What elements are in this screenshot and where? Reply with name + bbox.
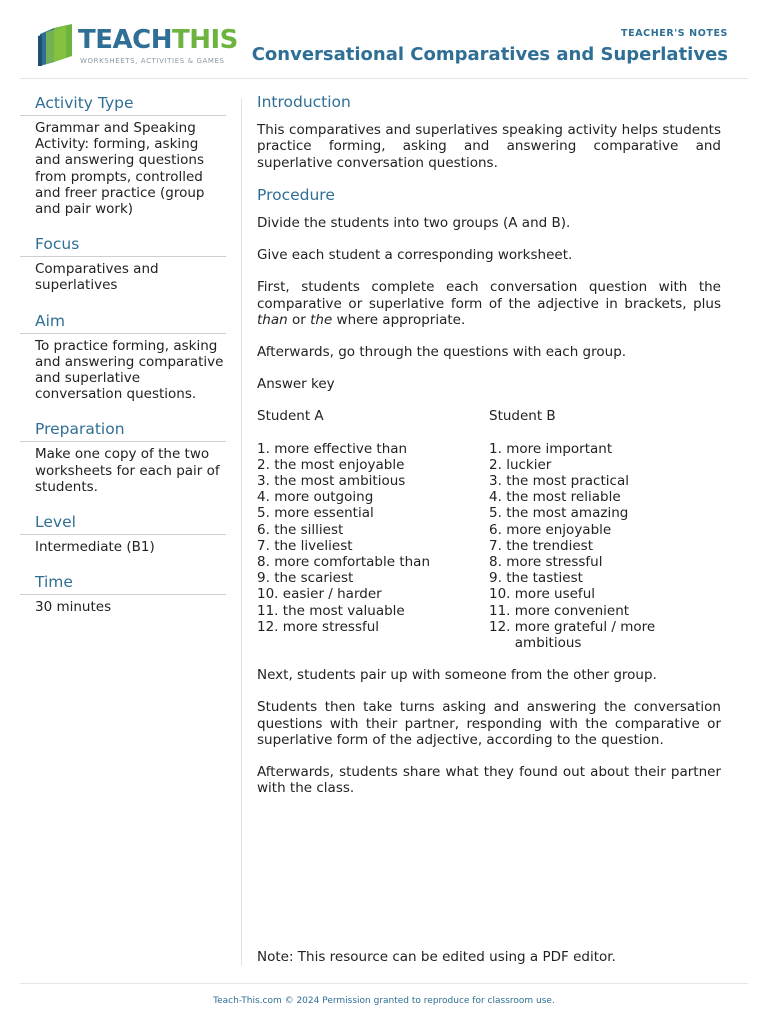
answer-key xyxy=(257,408,721,651)
answer-number: 4. xyxy=(489,489,502,506)
answer-number: 2. xyxy=(489,456,502,473)
answer-number: 6. xyxy=(489,521,502,538)
answer-item xyxy=(489,603,721,619)
answer-item xyxy=(257,603,489,619)
activity-type-text: Grammar and Speaking Activity: forming, asking and answering questions from prompts, controlled and freer practice (group and pair work) xyxy=(35,120,205,218)
answer-text: more comfortable than xyxy=(274,554,431,571)
answer-text: more useful xyxy=(514,586,595,603)
answer-item xyxy=(489,538,721,554)
activity-type-section xyxy=(20,94,226,217)
answer-item xyxy=(257,554,489,570)
logo-tagline: WORKSHEETS, ACTIVITIES & GAMES xyxy=(80,57,225,65)
answer-text: the tastiest xyxy=(506,570,583,587)
answer-text: the trendiest xyxy=(506,537,593,554)
answer-item xyxy=(489,619,721,651)
answer-item xyxy=(257,473,489,489)
answer-number: 12. xyxy=(257,618,279,635)
aim-section xyxy=(20,312,226,403)
procedure-step-1: Divide the students into two groups (A and B). xyxy=(257,215,571,232)
answer-number: 1. xyxy=(257,440,270,457)
answer-text: more grateful / more ambitious xyxy=(514,618,656,652)
answer-item xyxy=(489,441,721,457)
answer-text: the liveliest xyxy=(274,537,353,554)
footer-divider xyxy=(20,983,748,984)
logo-wordmark xyxy=(78,26,238,54)
answer-number: 3. xyxy=(257,473,270,490)
answer-item xyxy=(489,522,721,538)
student-b-answers xyxy=(489,441,721,652)
answer-item xyxy=(257,489,489,505)
answer-key-label: Answer key xyxy=(257,376,335,393)
activity-type-heading: Activity Type xyxy=(20,94,226,116)
answer-item xyxy=(257,570,489,586)
preparation-text: Make one copy of the two worksheets for each pair of students. xyxy=(35,446,220,495)
answer-number: 9. xyxy=(489,570,502,587)
time-heading: Time xyxy=(20,573,226,595)
answer-text: the scariest xyxy=(274,570,354,587)
answer-number: 7. xyxy=(489,537,502,554)
introduction-heading: Introduction xyxy=(257,93,351,111)
answer-text: the most amazing xyxy=(506,505,629,522)
answer-text: more important xyxy=(506,440,613,457)
answer-text: the most enjoyable xyxy=(274,456,405,473)
procedure-step-4: Afterwards, go through the questions with each group. xyxy=(257,344,627,361)
logo-teach: TEACH xyxy=(78,25,172,55)
level-text: Intermediate (B1) xyxy=(35,539,155,556)
answer-text: more enjoyable xyxy=(506,521,612,538)
time-text: 30 minutes xyxy=(35,599,112,616)
introduction-text: This comparatives and superlatives speaking activity helps students practice forming, asking and answering comparative and superlative conversation questions. xyxy=(257,122,721,171)
procedure-step-3 xyxy=(257,279,721,328)
answer-text: more convenient xyxy=(514,602,630,619)
page-header xyxy=(20,18,748,79)
main-content xyxy=(257,94,721,813)
answer-item xyxy=(257,441,489,457)
answer-number: 8. xyxy=(257,554,270,571)
answer-text: the most valuable xyxy=(282,602,405,619)
procedure-step-5: Next, students pair up with someone from the other group. xyxy=(257,667,657,684)
answer-item xyxy=(257,522,489,538)
aim-text: To practice forming, asking and answering comparative and superlative conversation questions. xyxy=(35,337,224,403)
step-3-text-b: where appropriate. xyxy=(332,311,466,328)
answer-number: 3. xyxy=(489,473,502,490)
answer-text: the most practical xyxy=(506,473,629,490)
step-3-text-a: First, students complete each conversation question with the comparative or superlative form of the adjective in brackets, plus xyxy=(257,279,721,312)
column-divider xyxy=(241,98,242,966)
procedure-step-7: Afterwards, students share what they found out about their partner with the class. xyxy=(257,764,721,797)
answer-number: 10. xyxy=(257,586,279,603)
answer-text: the most ambitious xyxy=(274,473,406,490)
student-b-column xyxy=(489,408,721,651)
preparation-section xyxy=(20,420,226,495)
answer-number: 2. xyxy=(257,456,270,473)
answer-number: 12. xyxy=(489,618,511,635)
answer-number: 1. xyxy=(489,440,502,457)
answer-item xyxy=(489,586,721,602)
answer-text: more stressful xyxy=(506,554,603,571)
answer-item xyxy=(489,473,721,489)
answer-text: luckier xyxy=(506,456,552,473)
answer-item xyxy=(489,505,721,521)
answer-item xyxy=(257,619,489,635)
student-a-label: Student A xyxy=(257,408,324,425)
section-label: TEACHER'S NOTES xyxy=(621,28,728,39)
procedure-heading: Procedure xyxy=(257,185,335,204)
preparation-heading: Preparation xyxy=(20,420,226,442)
answer-item xyxy=(489,554,721,570)
page-title: Conversational Comparatives and Superlatives xyxy=(251,44,728,65)
procedure-step-2: Give each student a corresponding worksheet. xyxy=(257,247,573,264)
step-3-than: than xyxy=(257,311,288,328)
focus-heading: Focus xyxy=(20,235,226,257)
footer: Teach-This.com © 2024 Permission granted to reproduce for classroom use. xyxy=(213,996,555,1006)
answer-number: 4. xyxy=(257,489,270,506)
step-3-the: the xyxy=(310,311,333,328)
focus-section xyxy=(20,235,226,293)
answer-item xyxy=(489,570,721,586)
student-a-column xyxy=(257,408,489,651)
answer-text: more effective than xyxy=(274,440,408,457)
student-a-answers xyxy=(257,441,489,635)
procedure-step-6: Students then take turns asking and answering the conversation questions with their partner, responding with the comparative or superlative form of the adjective, according to the question. xyxy=(257,699,721,748)
answer-item xyxy=(257,586,489,602)
sidebar xyxy=(20,94,226,633)
answer-text: the most reliable xyxy=(506,489,621,506)
answer-number: 8. xyxy=(489,554,502,571)
teach-this-logo xyxy=(36,22,236,70)
focus-text: Comparatives and superlatives xyxy=(35,261,159,294)
answer-number: 10. xyxy=(489,586,511,603)
editing-note: Note: This resource can be edited using a PDF editor. xyxy=(257,949,616,965)
answer-number: 9. xyxy=(257,570,270,587)
time-section xyxy=(20,573,226,615)
answer-item xyxy=(489,489,721,505)
answer-number: 11. xyxy=(257,602,279,619)
aim-heading: Aim xyxy=(20,312,226,334)
step-3-or: or xyxy=(287,311,311,328)
answer-number: 5. xyxy=(257,505,270,522)
book-logo-icon xyxy=(36,24,76,66)
answer-text: easier / harder xyxy=(282,586,382,603)
answer-number: 6. xyxy=(257,521,270,538)
answer-number: 7. xyxy=(257,537,270,554)
answer-item xyxy=(257,538,489,554)
answer-item xyxy=(489,457,721,473)
answer-number: 5. xyxy=(489,505,502,522)
logo-this: THIS xyxy=(171,25,238,55)
answer-number: 11. xyxy=(489,602,511,619)
level-heading: Level xyxy=(20,513,226,535)
answer-item xyxy=(257,457,489,473)
answer-text: more stressful xyxy=(282,618,380,635)
answer-text: more essential xyxy=(274,505,374,522)
student-b-label: Student B xyxy=(489,408,556,425)
answer-text: the silliest xyxy=(274,521,344,538)
level-section xyxy=(20,513,226,555)
answer-text: more outgoing xyxy=(274,489,374,506)
answer-item xyxy=(257,505,489,521)
